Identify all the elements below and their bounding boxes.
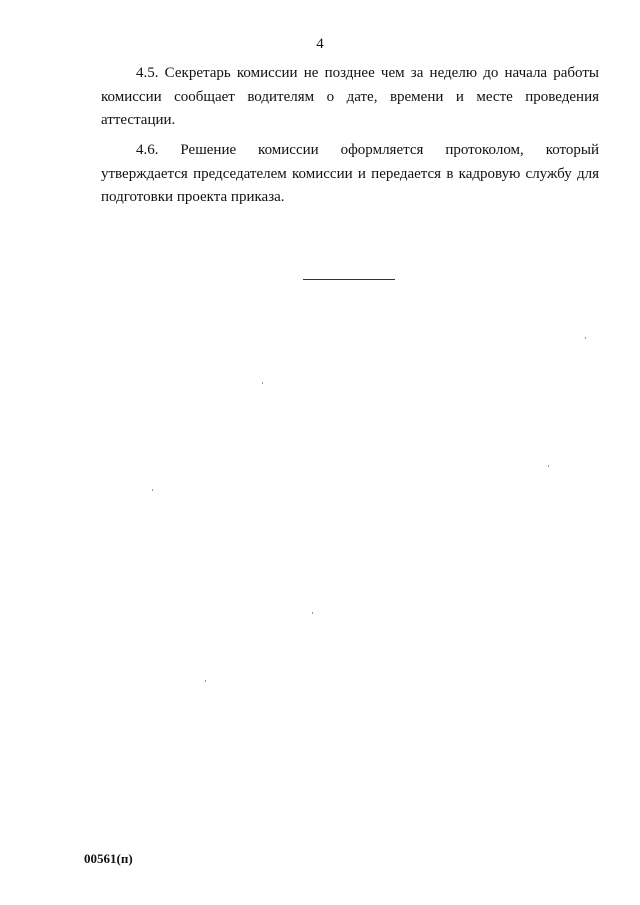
paragraph-line: 4.6. Решение комиссии оформляется протоколом, который bbox=[136, 142, 599, 158]
paragraph-line: 4.5. Секретарь комиссии не позднее чем за неделю до начала работы bbox=[136, 65, 599, 81]
end-divider-line bbox=[303, 279, 395, 280]
paragraph-line: утверждается председателем комиссии и передается в кадровую службу для bbox=[101, 165, 599, 182]
scan-speck bbox=[205, 680, 206, 682]
scan-speck bbox=[548, 465, 549, 467]
scan-speck bbox=[585, 337, 586, 339]
paragraph-line: подготовки проекта приказа. bbox=[101, 189, 285, 205]
paragraph-4-6 bbox=[101, 139, 599, 210]
scan-speck bbox=[312, 612, 313, 614]
page-number: 4 bbox=[316, 36, 324, 52]
paragraph-line: аттестации. bbox=[101, 112, 176, 128]
paragraph-4-5 bbox=[101, 62, 599, 133]
scan-speck bbox=[152, 489, 153, 491]
document-code: 00561(п) bbox=[84, 851, 133, 866]
paragraph-line: комиссии сообщает водителям о дате, времени и месте проведения bbox=[101, 88, 599, 105]
scan-speck bbox=[262, 382, 263, 384]
